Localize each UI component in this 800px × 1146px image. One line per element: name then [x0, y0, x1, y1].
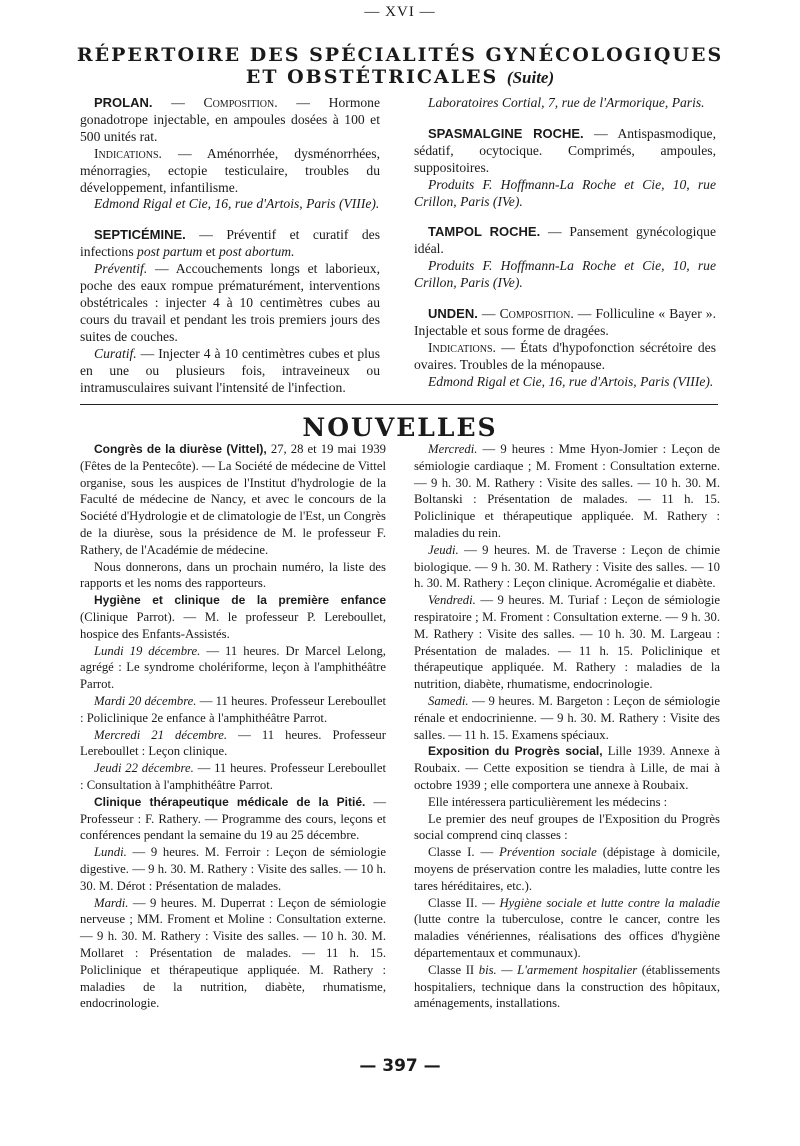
- jeudi-day: Jeudi 22 décembre.: [94, 761, 194, 776]
- samedi-text: — 9 heures. M. Bargeton : Leçon de sémiologie rénale et endocrinienne. — 9 h. 30. M. Rathery : Visite des salles. — 11 h. 15. Examens spéciaux.: [414, 693, 721, 742]
- jeudi-entry: [80, 760, 386, 794]
- tampol-lab: Produits F. Hoffmann-La Roche et Cie, 10, rue Crillon, Paris (IVe).: [414, 258, 716, 291]
- exposition-entry: [414, 743, 720, 793]
- mercredi-text: — 11 heures. Professeur Lereboullet : Leçon clinique.: [80, 727, 386, 759]
- tampol-text: Pansement gynécologique idéal.: [414, 224, 717, 257]
- title-line-1: RÉPERTOIRE DES SPÉCIALITÉS GYNÉCOLOGIQUES: [76, 44, 724, 66]
- tampol-entry: TAMPOL ROCHE. — Pansement gynécologique idéal.: [414, 224, 717, 257]
- classe-1-text: (dépistage à domicile, moyens de préservation contre les maladies, lutte contre les tares héréditaires, etc.).: [414, 845, 721, 893]
- jeudi-pitie-day: Jeudi.: [428, 542, 459, 557]
- septicemine-preventif: Préventif. — Accouchements longs et laborieux, poche des eaux rompue prématurément, interventions obstétricales : injecter 4 à 10 centimètres cubes au cours du travail et pendant les trois premiers jours des suites de couches.: [80, 261, 380, 344]
- prolan-name: PROLAN.: [94, 95, 153, 110]
- congres-head: Congrès de la diurèse (Vittel),: [94, 442, 267, 456]
- vendredi-day: Vendredi.: [428, 593, 476, 608]
- exposition-p2: Elle intéressera particulièrement les médecins :: [428, 794, 668, 809]
- septicemine-intro-pre: Préventif et curatif des infections: [80, 227, 380, 260]
- nouvelles-right-column: [414, 441, 720, 1012]
- pitie-lundi-day: Lundi.: [94, 845, 127, 860]
- cortial-lab: Laboratoires Cortial, 7, rue de l'Armorique, Paris.: [428, 95, 705, 110]
- prolan-indications: Indications. — Aménorrhée, dysménorrhées, ménorragies, ectopie testiculaire, troubles du développement, infantilisme.: [80, 145, 380, 195]
- prolan-entry: PROLAN. — Composition. — Hormone gonadotrope injectable, en ampoules dosées à 100 et 500 unités rat.: [80, 95, 381, 144]
- mercredi-pitie-text: — 9 heures : Mme Hyon-Jomier : Leçon de sémiologie cardiaque ; M. Froment : Consultation externe. — 9 h. 30. M. Rathery : Visite des salles. — 10 h. 30. M. Boltanski : Présentation de malades. — 11 h. 15. Policlinique et thérapeutique appliquée. M. Rathery : maladies du rein.: [414, 442, 720, 540]
- repertoire-right-column: [414, 95, 716, 391]
- lundi-text: — 11 heures. Dr Marcel Lelong, agrégé : Le syndrome cholériforme, leçon à l'amphithéâtre Parrot.: [80, 643, 386, 692]
- nouvelles-title: NOUVELLES: [302, 413, 498, 442]
- page-number-bottom-text: — 397 —: [359, 1056, 441, 1076]
- classe-2bis-bis: bis.: [478, 962, 497, 977]
- repertoire-title: [0, 44, 800, 89]
- samedi-day: Samedi.: [428, 693, 469, 708]
- classe-2bis-title: — L'armement hospitalier: [501, 962, 638, 977]
- mardi-entry: [80, 693, 386, 727]
- exposition-p3: Le premier des neuf groupes de l'Exposition du Progrès social comprend cinq classes :: [414, 811, 720, 843]
- lundi-entry: [80, 643, 386, 693]
- septicemine-name: SEPTICÉMINE.: [94, 227, 186, 243]
- mercredi-pitie-entry: [414, 441, 720, 542]
- septicemine-intro-pa: post abortum.: [218, 244, 295, 260]
- prolan-ind-label: Indications.: [94, 145, 162, 161]
- nouvelles-left-column: [80, 441, 386, 1012]
- classe-2-title: Hygiène sociale et lutte contre la maladie: [499, 895, 721, 910]
- septicemine-entry: SEPTICÉMINE. — Préventif et curatif des infections post partum et post abortum.: [80, 227, 380, 260]
- spasmalgine-lab: Produits F. Hoffmann-La Roche et Cie, 10, rue Crillon, Paris (IVe).: [414, 176, 716, 209]
- classe-2-label: Classe II. —: [428, 895, 495, 910]
- unden-ind-label: Indications.: [428, 339, 496, 355]
- hygiene-text: (Clinique Parrot). — M. le professeur P. Lereboullet, hospice des Enfants-Assistés.: [80, 609, 386, 641]
- spasmalgine-text: Antispasmodique, sédatif, ocytocique. Comprimés, ampoules, suppositoires.: [414, 125, 716, 175]
- curatif-label: Curatif.: [94, 345, 137, 361]
- septicemine-intro-pp: post partum: [137, 244, 203, 260]
- mardi-day: Mardi 20 décembre.: [94, 693, 197, 708]
- unden-lab: Edmond Rigal et Cie, 16, rue d'Artois, Paris (VIIIe).: [428, 373, 714, 389]
- pitie-mardi-entry: [80, 895, 386, 1013]
- classe-1-title: Prévention sociale: [499, 845, 597, 860]
- prolan-comp-text: Hormone gonadotrope injectable, en ampoules dosées à 100 et 500 unités rat.: [80, 95, 381, 144]
- classe-1-label: Classe I. —: [428, 845, 494, 860]
- congres-entry: [80, 441, 386, 559]
- septicemine-curatif: Curatif. — Injecter 4 à 10 centimètres cubes et plus en une ou plusieurs fois, intraveineux ou intramusculaires suivant l'intensité de l'infection.: [80, 345, 380, 395]
- tampol-name: TAMPOL ROCHE.: [428, 224, 541, 240]
- unden-indications: Indications. — États d'hypofonction sécrétoire des ovaires. Troubles de la ménopause.: [414, 339, 716, 372]
- section-divider: [80, 404, 718, 405]
- page-number-bottom: [0, 1056, 800, 1076]
- prolan-lab: Edmond Rigal et Cie, 16, rue d'Artois, Paris (VIIIe).: [94, 196, 380, 212]
- unden-name: UNDEN.: [428, 306, 478, 322]
- septicemine-intro-mid: et: [202, 244, 219, 260]
- hygiene-head: Hygiène et clinique de la première enfance: [94, 593, 386, 608]
- classe-2bis-entry: [414, 962, 720, 1012]
- pitie-lundi-entry: [80, 844, 386, 894]
- mercredi-day: Mercredi 21 décembre.: [94, 727, 228, 742]
- pitie-entry: [80, 794, 386, 844]
- classe-1-entry: [414, 844, 720, 894]
- pitie-mardi-day: Mardi.: [94, 895, 129, 910]
- congres-p2: Nous donnerons, dans un prochain numéro, la liste des rapports et les noms des rapporteurs.: [80, 559, 386, 591]
- congres-text: 27, 28 et 19 mai 1939 (Fêtes de la Pentecôte). — La Société de médecine de Vittel organise, sous les auspices de l'Institut d'hydrologie de la Faculté de médecine de Nancy, et avec le concours de la Société d'Hydrologie et de climatologie de l'Est, un Congrès de la diurèse, sous la présidence de M. le professeur F. Rathery, de l'Académie de médecine.: [80, 442, 387, 557]
- mercredi-entry: [80, 727, 386, 761]
- pitie-mardi-text: — 9 heures. M. Duperrat : Leçon de sémiologie nerveuse ; MM. Froment et Moline : Consultation externe. — 9 h. 30. M. Rathery : Visite des salles. — 10 h. 30. M. Mollaret : Présentation de malades. — 11 h. 15. Policlinique et thérapeutique appliquée. M. Rathery : maladies de la nutrition, diabète, rhumatisme, endocrinologie.: [80, 895, 387, 1011]
- classe-2-entry: [414, 895, 720, 962]
- preventif-text: Accouchements longs et laborieux, poche des eaux rompue prématurément, interventions obstétricales : injecter 4 à 10 centimètres cubes au cours du travail et pendant les trois premiers jours des suites de couches.: [80, 261, 380, 344]
- mercredi-pitie-day: Mercredi.: [428, 442, 478, 456]
- prolan-ind-text: Aménorrhée, dysménorrhées, ménorragies, ectopie testiculaire, troubles du développement, infantilisme.: [80, 145, 380, 195]
- jeudi-text: — 11 heures. Professeur Lereboullet : Consultation à l'amphithéâtre Parrot.: [80, 761, 386, 792]
- pitie-text: — Professeur : F. Rathery. — Programme des cours, leçons et conférences pendant la semaine du 19 au 25 décembre.: [80, 794, 386, 843]
- classe-2-text: (lutte contre la tuberculose, contre le cancer, contre les maladies vénériennes, réalisations des offices d'hygiène départementaux et communaux).: [414, 912, 720, 960]
- prolan-comp-label: Composition.: [203, 95, 278, 110]
- title-line-2-text: ET OBSTÉTRICALES: [245, 66, 499, 88]
- classe-2bis-label: Classe II: [428, 962, 475, 977]
- mardi-text: — 11 heures. Professeur Lereboullet : Policlinique 2e enfance à l'amphithéâtre Parrot.: [80, 693, 386, 725]
- vendredi-text: — 9 heures. M. Turiaf : Leçon de sémiologie respiratoire ; M. Froment : Consultation externe. — 9 h. 30. M. Rathery : Visite des salles. — 10 h. 30. M. Largeau : Présentation de malades. — 11 h. 15. Policlinique et thérapeutique appliquée. M. Rathery : maladies de la nutrition, diabète, rhumatisme, endocrinologie.: [414, 593, 721, 692]
- jeudi-pitie-entry: [414, 542, 720, 592]
- hygiene-entry: [80, 592, 386, 642]
- classe-2bis-text: (établissements hospitaliers, technique dans la construction des hôpitaux, aménagements, installations.: [414, 962, 721, 1011]
- vendredi-entry: [414, 592, 720, 693]
- lundi-day: Lundi 19 décembre.: [94, 643, 201, 658]
- preventif-label: Préventif.: [94, 261, 148, 277]
- samedi-entry: [414, 693, 720, 743]
- pitie-head: Clinique thérapeutique médicale de la Pitié.: [94, 794, 366, 809]
- exposition-head: Exposition du Progrès social,: [428, 744, 603, 759]
- spasmalgine-name: SPASMALGINE ROCHE.: [428, 125, 584, 141]
- unden-ind-text: États d'hypofonction sécrétoire des ovaires. Troubles de la ménopause.: [414, 339, 716, 372]
- unden-comp-text: Folliculine « Bayer ». Injectable et sous forme de dragées.: [414, 306, 717, 338]
- unden-entry: UNDEN. — Composition. — Folliculine « Bayer ». Injectable et sous forme de dragées.: [414, 306, 717, 338]
- unden-comp-label: Composition.: [499, 306, 574, 322]
- jeudi-pitie-text: — 9 heures. M. de Traverse : Leçon de chimie biologique. — 9 h. 30. M. Rathery : Visite des salles. — 10 h. 30. M. Rathery : Leçon clinique. Acromégalie et diabète.: [414, 542, 721, 591]
- repertoire-left-column: [80, 95, 380, 396]
- curatif-text: Injecter 4 à 10 centimètres cubes et plus en une ou plusieurs fois, intraveineux ou intramusculaires suivant l'intensité de l'infection.: [80, 345, 380, 395]
- title-line-2: [0, 66, 800, 89]
- exposition-text: Lille 1939. Annexe à Roubaix. — Cette exposition se tiendra à Lille, de mai à octobre 1939 ; elle comportera une annexe à Roubaix.: [414, 744, 721, 792]
- page-number-top: — XVI —: [364, 4, 436, 20]
- title-suite: (Suite): [506, 68, 555, 87]
- spasmalgine-entry: SPASMALGINE ROCHE. — Antispasmodique, sédatif, ocytocique. Comprimés, ampoules, suppositoires.: [414, 125, 716, 175]
- pitie-lundi-text: — 9 heures. M. Ferroir : Leçon de sémiologie digestive. — 9 h. 30. M. Rathery : Visite des salles. — 10 h. 30. M. Dérot : Présentation de malades.: [80, 845, 386, 893]
